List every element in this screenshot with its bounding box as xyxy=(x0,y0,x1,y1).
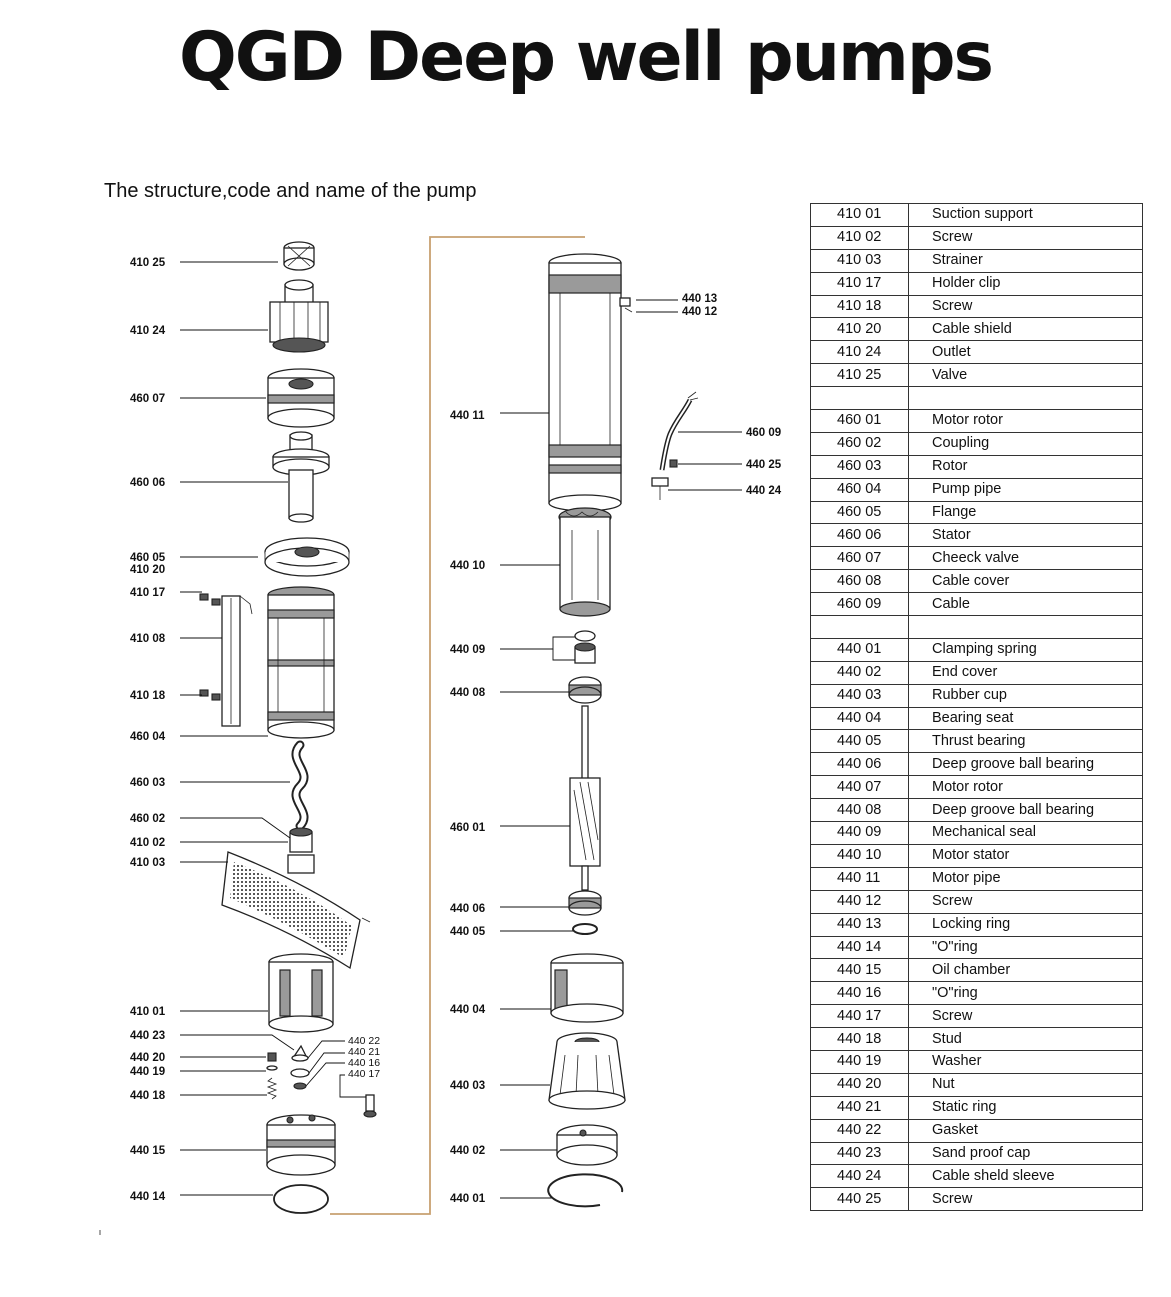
part-name: Screw xyxy=(909,1188,1143,1211)
ball-bearing-bottom-part xyxy=(569,891,601,915)
part-code: 440 05 xyxy=(811,730,909,753)
diagram-subtitle: The structure,code and name of the pump xyxy=(104,180,477,202)
part-name: Deep groove ball bearing xyxy=(909,799,1143,822)
table-row xyxy=(811,1096,1143,1119)
part-code: 440 18 xyxy=(811,1028,909,1051)
label-44002: 440 02 xyxy=(450,1145,486,1157)
label-41018: 410 18 xyxy=(130,690,166,702)
part-code: 410 03 xyxy=(811,249,909,272)
part-code: 440 07 xyxy=(811,776,909,799)
part-name xyxy=(909,387,1143,410)
table-row xyxy=(811,1188,1143,1211)
coupling-part xyxy=(288,828,314,873)
label-41024: 410 24 xyxy=(130,325,166,337)
label-44018: 440 18 xyxy=(130,1090,166,1102)
label-44017: 440 17 xyxy=(348,1068,381,1080)
label-44010: 440 10 xyxy=(450,560,486,572)
diagram-labels xyxy=(130,257,782,1205)
table-row xyxy=(811,547,1143,570)
table-row xyxy=(811,593,1143,616)
parts-table-body xyxy=(811,204,1143,1211)
motor-rotor-part xyxy=(570,706,600,890)
table-row xyxy=(811,844,1143,867)
part-name: Valve xyxy=(909,364,1143,387)
part-name: Suction support xyxy=(909,204,1143,227)
part-name: Stator xyxy=(909,524,1143,547)
end-cover-part xyxy=(557,1125,617,1165)
part-code: 440 17 xyxy=(811,1005,909,1028)
table-row xyxy=(811,249,1143,272)
table-row xyxy=(811,799,1143,822)
stator-part xyxy=(273,432,329,522)
part-name: Cable xyxy=(909,593,1143,616)
part-name: Motor pipe xyxy=(909,867,1143,890)
label-46006: 460 06 xyxy=(130,477,166,489)
part-code: 460 09 xyxy=(811,593,909,616)
table-row xyxy=(811,501,1143,524)
label-44024: 440 24 xyxy=(746,485,782,497)
table-row xyxy=(811,1165,1143,1188)
label-46001: 460 01 xyxy=(450,822,486,834)
label-44023: 440 23 xyxy=(130,1030,166,1042)
part-name: Cheeck valve xyxy=(909,547,1143,570)
table-row xyxy=(811,890,1143,913)
part-code: 440 16 xyxy=(811,982,909,1005)
part-code: 440 19 xyxy=(811,1050,909,1073)
part-code: 440 02 xyxy=(811,661,909,684)
table-row xyxy=(811,455,1143,478)
part-name: Mechanical seal xyxy=(909,822,1143,845)
part-code: 460 07 xyxy=(811,547,909,570)
label-46004: 460 04 xyxy=(130,731,166,743)
part-code: 440 06 xyxy=(811,753,909,776)
flange-part xyxy=(265,538,349,576)
part-code: 410 24 xyxy=(811,341,909,364)
part-name xyxy=(909,616,1143,639)
label-44013: 440 13 xyxy=(682,293,718,305)
part-code: 410 02 xyxy=(811,226,909,249)
bearing-seat-part xyxy=(551,954,623,1022)
part-code: 440 10 xyxy=(811,844,909,867)
thrust-bearing-part xyxy=(573,924,597,934)
part-name: Oil chamber xyxy=(909,959,1143,982)
oil-chamber-part xyxy=(267,1115,335,1175)
label-46002: 460 02 xyxy=(130,813,166,825)
table-row xyxy=(811,776,1143,799)
part-name: Cable sheld sleeve xyxy=(909,1165,1143,1188)
table-row xyxy=(811,638,1143,661)
part-code: 440 08 xyxy=(811,799,909,822)
parts-table xyxy=(810,203,1143,1211)
label-41025: 410 25 xyxy=(130,257,166,269)
part-name: Screw xyxy=(909,295,1143,318)
table-row xyxy=(811,478,1143,501)
part-code: 440 12 xyxy=(811,890,909,913)
part-code: 440 20 xyxy=(811,1073,909,1096)
table-row xyxy=(811,341,1143,364)
o-ring-part xyxy=(274,1185,328,1213)
table-row xyxy=(811,1050,1143,1073)
part-code: 410 17 xyxy=(811,272,909,295)
part-name: Cable shield xyxy=(909,318,1143,341)
part-code: 440 09 xyxy=(811,822,909,845)
part-code: 440 21 xyxy=(811,1096,909,1119)
part-code: 440 11 xyxy=(811,867,909,890)
mechanical-seal-part xyxy=(575,631,595,663)
label-46009: 460 09 xyxy=(746,427,782,439)
label-44020: 440 20 xyxy=(130,1052,166,1064)
part-code: 440 23 xyxy=(811,1142,909,1165)
label-41017: 410 17 xyxy=(130,587,166,599)
suction-support-part xyxy=(269,954,333,1032)
part-name: Screw xyxy=(909,890,1143,913)
part-name: "O"ring xyxy=(909,982,1143,1005)
table-row xyxy=(811,753,1143,776)
part-code: 440 25 xyxy=(811,1188,909,1211)
ball-bearing-top-part xyxy=(569,677,601,703)
rotor-part xyxy=(296,745,304,826)
part-code: 460 01 xyxy=(811,410,909,433)
part-name: Bearing seat xyxy=(909,707,1143,730)
label-46003: 460 03 xyxy=(130,777,166,789)
part-code: 410 18 xyxy=(811,295,909,318)
label-44015: 440 15 xyxy=(130,1145,166,1157)
label-44011: 440 11 xyxy=(450,410,485,422)
label-46007: 460 07 xyxy=(130,393,166,405)
part-code: 410 20 xyxy=(811,318,909,341)
table-row xyxy=(811,410,1143,433)
label-41003: 410 03 xyxy=(130,857,166,869)
part-code: 460 06 xyxy=(811,524,909,547)
table-row xyxy=(811,524,1143,547)
part-name: Gasket xyxy=(909,1119,1143,1142)
part-name: Stud xyxy=(909,1028,1143,1051)
table-row xyxy=(811,707,1143,730)
part-code: 440 14 xyxy=(811,936,909,959)
table-row xyxy=(811,226,1143,249)
table-row xyxy=(811,982,1143,1005)
part-name: Pump pipe xyxy=(909,478,1143,501)
part-code: 460 02 xyxy=(811,432,909,455)
table-row xyxy=(811,616,1143,639)
table-row xyxy=(811,1142,1143,1165)
part-code: 410 01 xyxy=(811,204,909,227)
clamping-spring-part xyxy=(548,1174,622,1206)
part-code: 410 25 xyxy=(811,364,909,387)
part-name: Thrust bearing xyxy=(909,730,1143,753)
table-row xyxy=(811,867,1143,890)
table-row xyxy=(811,1119,1143,1142)
part-code: 440 01 xyxy=(811,638,909,661)
part-name: Outlet xyxy=(909,341,1143,364)
label-44014: 440 14 xyxy=(130,1191,166,1203)
part-name: End cover xyxy=(909,661,1143,684)
part-code: 440 24 xyxy=(811,1165,909,1188)
label-41008: 410 08 xyxy=(130,633,166,645)
label-44016: 440 16 xyxy=(348,1057,381,1069)
part-code xyxy=(811,616,909,639)
part-name: Strainer xyxy=(909,249,1143,272)
motor-pipe-part xyxy=(549,254,632,511)
part-code: 460 08 xyxy=(811,570,909,593)
label-41020: 410 20 xyxy=(130,564,166,576)
part-name: Holder clip xyxy=(909,272,1143,295)
part-name: Motor stator xyxy=(909,844,1143,867)
label-41002: 410 02 xyxy=(130,837,166,849)
part-name: Nut xyxy=(909,1073,1143,1096)
table-row xyxy=(811,661,1143,684)
part-name: Rotor xyxy=(909,455,1143,478)
table-row xyxy=(811,364,1143,387)
part-name: Coupling xyxy=(909,432,1143,455)
part-code: 440 03 xyxy=(811,684,909,707)
label-44022: 440 22 xyxy=(348,1035,381,1047)
table-row xyxy=(811,1005,1143,1028)
part-name: Cable cover xyxy=(909,570,1143,593)
table-row xyxy=(811,295,1143,318)
part-name: Deep groove ball bearing xyxy=(909,753,1143,776)
check-valve-part xyxy=(268,369,334,427)
label-44004: 440 04 xyxy=(450,1004,486,1016)
outlet-part xyxy=(270,280,328,352)
part-name: Static ring xyxy=(909,1096,1143,1119)
table-row xyxy=(811,730,1143,753)
part-name: Washer xyxy=(909,1050,1143,1073)
table-row xyxy=(811,822,1143,845)
leader-lines xyxy=(180,262,742,1198)
part-name: Sand proof cap xyxy=(909,1142,1143,1165)
part-name: Flange xyxy=(909,501,1143,524)
label-44003: 440 03 xyxy=(450,1080,486,1092)
cable-part xyxy=(652,392,698,500)
part-name: Rubber cup xyxy=(909,684,1143,707)
label-44012: 440 12 xyxy=(682,306,718,318)
part-code: 460 03 xyxy=(811,455,909,478)
part-code: 460 04 xyxy=(811,478,909,501)
table-row xyxy=(811,936,1143,959)
label-44005: 440 05 xyxy=(450,926,486,938)
label-44008: 440 08 xyxy=(450,687,486,699)
table-row xyxy=(811,684,1143,707)
part-name: "O"ring xyxy=(909,936,1143,959)
label-44001: 440 01 xyxy=(450,1193,486,1205)
valve-part xyxy=(284,242,314,270)
table-row xyxy=(811,570,1143,593)
part-name: Locking ring xyxy=(909,913,1143,936)
part-name: Screw xyxy=(909,226,1143,249)
part-name: Screw xyxy=(909,1005,1143,1028)
part-code: 440 04 xyxy=(811,707,909,730)
label-44025: 440 25 xyxy=(746,459,782,471)
part-name: Motor rotor xyxy=(909,776,1143,799)
label-44019: 440 19 xyxy=(130,1066,166,1078)
part-code: 440 13 xyxy=(811,913,909,936)
table-row xyxy=(811,204,1143,227)
part-code: 460 05 xyxy=(811,501,909,524)
table-row xyxy=(811,318,1143,341)
page-title: QGD Deep well pumps xyxy=(178,18,993,97)
table-row xyxy=(811,387,1143,410)
label-44006: 440 06 xyxy=(450,903,486,915)
table-row xyxy=(811,1028,1143,1051)
label-44009: 440 09 xyxy=(450,644,486,656)
part-code: 440 22 xyxy=(811,1119,909,1142)
table-row xyxy=(811,913,1143,936)
table-row xyxy=(811,272,1143,295)
rubber-cup-part xyxy=(549,1033,625,1109)
part-code xyxy=(811,387,909,410)
label-41001: 410 01 xyxy=(130,1006,166,1018)
table-row xyxy=(811,432,1143,455)
motor-stator-part xyxy=(559,508,611,616)
part-name: Clamping spring xyxy=(909,638,1143,661)
pump-pipe-part xyxy=(268,587,334,738)
label-46005: 460 05 xyxy=(130,552,166,564)
table-row xyxy=(811,1073,1143,1096)
part-name: Motor rotor xyxy=(909,410,1143,433)
part-code: 440 15 xyxy=(811,959,909,982)
table-row xyxy=(811,959,1143,982)
cable-shield-part xyxy=(200,594,252,726)
label-44021: 440 21 xyxy=(348,1046,381,1058)
